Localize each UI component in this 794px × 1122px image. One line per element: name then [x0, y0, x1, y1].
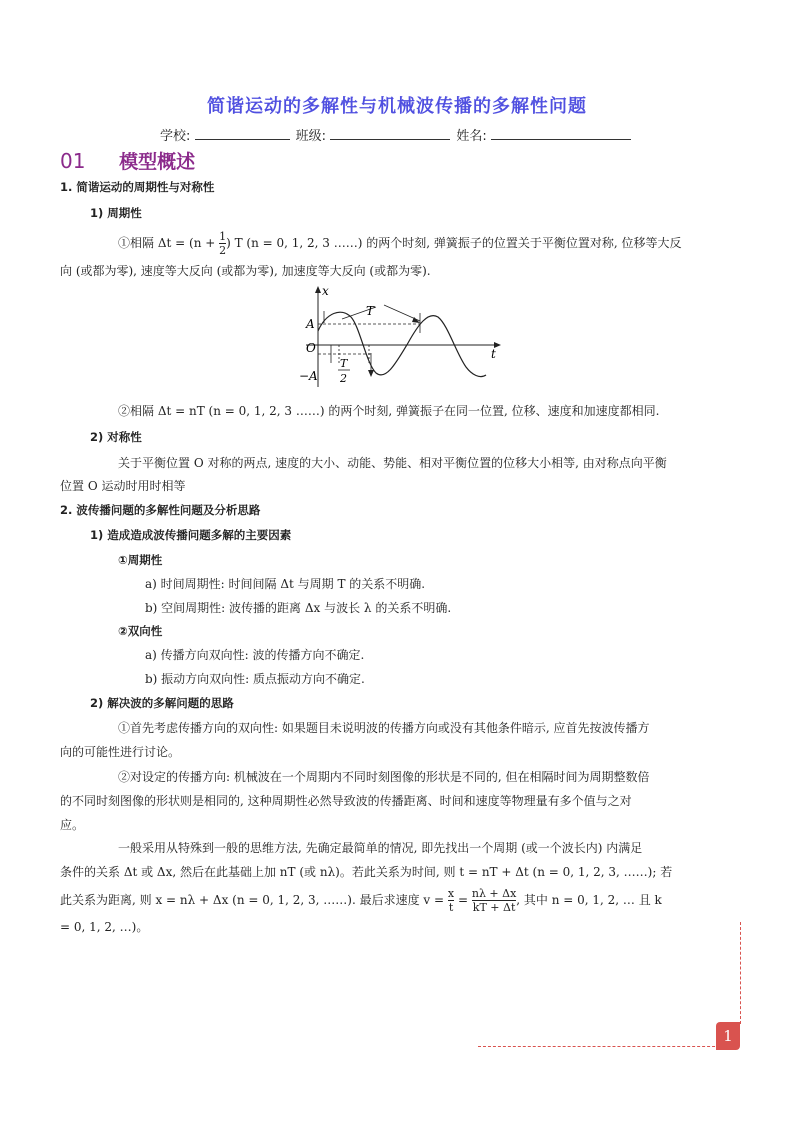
paragraph-2c: ②对设定的传播方向: 机械波在一个周期内不同时刻图像的形状是不同的, 但在相隔时间为周期整数倍 [118, 770, 650, 784]
section-title: 模型概述 [119, 151, 196, 173]
paragraph-1c: ②相隔 Δt = nT (n = 0, 1, 2, 3 ……) 的两个时刻, 弹簧振子在同一位置, 位移、速度和加速度都相同. [118, 404, 660, 418]
p1a-text: ①相隔 Δt = [118, 236, 186, 250]
paragraph-3d: = 0, 1, 2, …)。 [60, 920, 149, 934]
section-heading [60, 147, 195, 174]
name-label: 姓名: [456, 129, 487, 144]
paragraph-1d: 关于平衡位置 O 对称的两点, 速度的大小、动能、势能、相对平衡位置的位移大小相等, 由对称点向平衡 [118, 456, 667, 470]
paragraph-1e: 位置 O 运动时用时相等 [60, 479, 186, 493]
item-vibration-direction: b) 振动方向双向性: 质点振动方向不确定. [145, 672, 365, 686]
paragraph-2e: 应。 [60, 818, 85, 832]
frac-t: t [448, 901, 454, 914]
paragraph-2d: 的不同时刻图像的形状则是相同的, 这种周期性必然导致波的传播距离、时间和速度等物理量有多个值与之对 [60, 794, 632, 808]
subheading-bidirection: ②双向性 [118, 624, 163, 638]
page-number-badge: 1 [716, 1022, 740, 1050]
heading-2: 2. 波传播问题的多解性问题及分析思路 [60, 503, 261, 517]
paragraph-2a: ①首先考虑传播方向的双向性: 如果题目未说明波的传播方向或没有其他条件暗示, 应首先按波传播方 [118, 721, 650, 735]
x-axis-arrow [315, 286, 321, 293]
heading-1-2: 2) 对称性 [90, 430, 142, 444]
student-info-fields [160, 125, 633, 144]
item-time-periodicity: a) 时间周期性: 时间间隔 Δt 与周期 T 的关系不明确. [145, 577, 426, 591]
p3c-rest: , 其中 n = 0, 1, 2, … 且 k [516, 893, 662, 907]
marker-c-arrow [368, 370, 374, 377]
name-blank[interactable] [491, 127, 631, 140]
oscillation-graph [296, 283, 506, 391]
p1a-text-rest: ) T (n = 0, 1, 2, 3 ……) 的两个时刻, 弹簧振子的位置关于平衡位置对称, 位移等大反 [226, 236, 682, 250]
heading-2-2: 2) 解决波的多解问题的思路 [90, 696, 234, 710]
frac-speed-num: nλ + Δx [471, 887, 517, 900]
paragraph-1b: 向 (或都为零), 速度等大反向 (或都为零), 加速度等大反向 (或都为零). [60, 264, 431, 278]
paragraph-2b: 向的可能性进行讨论。 [60, 745, 181, 759]
footer-side-dashed-line [740, 922, 741, 1024]
graph-label-o: O [306, 341, 316, 355]
subheading-periodicity: ①周期性 [118, 553, 163, 567]
graph-label-t: t [491, 347, 496, 361]
fraction-x-t [448, 887, 454, 914]
class-label: 班级: [295, 129, 327, 144]
frac-den: 2 [219, 244, 227, 257]
graph-label-x: x [322, 284, 329, 298]
paragraph-3a: 一般采用从特殊到一般的思维方法, 先确定最简单的情况, 即先找出一个周期 (或一个波长内) 内满足 [118, 841, 643, 855]
item-propagation-direction: a) 传播方向双向性: 波的传播方向不确定. [145, 648, 365, 662]
frac-speed-den: kT + Δt [472, 901, 516, 914]
graph-label-period: T [366, 304, 375, 318]
section-number: 01 [60, 149, 86, 173]
graph-label-neg-a: −A [299, 369, 318, 383]
footer-dashed-line [478, 1046, 730, 1047]
paragraph-3b: 条件的关系 Δt 或 Δx, 然后在此基础上加 nT (或 nλ)。若此关系为时间, 则 t = nT + Δt (n = 0, 1, 2, 3, ……); 若 [60, 865, 673, 879]
paragraph-3c [60, 887, 662, 914]
class-blank[interactable] [330, 127, 450, 140]
paragraph-1a [118, 230, 682, 257]
p3c-equals: = [457, 893, 469, 907]
document-title: 简谐运动的多解性与机械波传播的多解性问题 [207, 96, 587, 117]
p3c-text: 此关系为距离, 则 x = nλ + Δx (n = 0, 1, 2, 3, ……). 最后求速度 v = [60, 893, 445, 907]
heading-1-1: 1) 周期性 [90, 206, 142, 220]
school-label: 学校: [160, 129, 191, 144]
fraction-speed [472, 887, 516, 914]
heading-2-1: 1) 造成造成波传播问题多解的主要因素 [90, 528, 292, 542]
heading-1: 1. 简谐运动的周期性与对称性 [60, 180, 215, 194]
item-space-periodicity: b) 空间周期性: 波传播的距离 Δx 与波长 λ 的关系不明确. [145, 601, 452, 615]
graph-label-half-num: T [340, 357, 348, 370]
school-blank[interactable] [195, 127, 290, 140]
graph-label-half-den: 2 [340, 372, 347, 385]
graph-label-a: A [306, 317, 315, 331]
frac-num: 1 [219, 230, 227, 243]
frac-x: x [447, 887, 455, 900]
p1a-text-n: (n + [189, 236, 220, 250]
